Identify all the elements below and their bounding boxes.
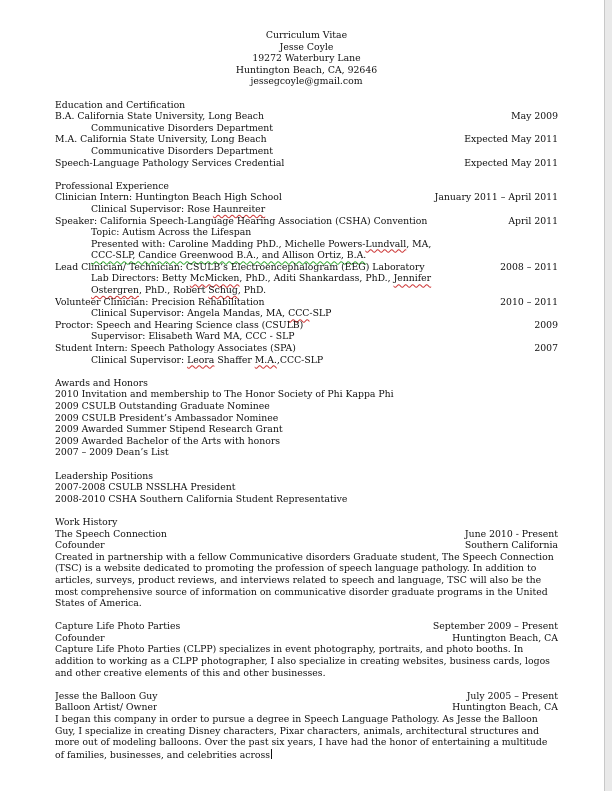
- work-role-row: [55, 633, 558, 645]
- cv-street: 19272 Waterbury Lane: [252, 53, 361, 65]
- experience-item: [55, 192, 558, 204]
- work-location: Southern California: [464, 540, 558, 552]
- work-description: I began this company in order to pursue a degree in Speech Language Pathology. As Jesse the Balloon Guy, I specialize in creating Disney characters, Pixar characters, animals, architectural structures and more out of modeling balloons. Over the past six years, I have had the honor of entertaining a multitude of families, businesses, and celebrities across: [55, 714, 548, 761]
- section-heading-awards: Awards and Honors: [55, 377, 148, 389]
- experience-supervisor: Clinical Supervisor: Angela Mandas, MA, CCC-SLP: [91, 308, 332, 320]
- experience-date: 2007: [534, 343, 558, 355]
- education-date: Expected May 2011: [464, 157, 558, 169]
- education-item: [55, 134, 558, 146]
- experience-item: [55, 320, 558, 332]
- work-item: [55, 529, 558, 541]
- section-heading-work: Work History: [55, 516, 118, 528]
- education-date: May 2009: [511, 111, 558, 123]
- experience-title: Speaker: California Speech-Language Hearing Association (CSHA) Convention: [55, 215, 428, 227]
- experience-title: Student Intern: Speech Pathology Associates (SPA): [55, 343, 296, 355]
- section-heading-experience: Professional Experience: [55, 180, 169, 192]
- work-location: Huntington Beach, CA: [452, 702, 558, 714]
- experience-date: 2009: [534, 319, 558, 331]
- experience-item: [55, 262, 558, 274]
- work-description: Created in partnership with a fellow Communicative disorders Graduate student, The Speech Connection (TSC) is a website dedicated to promoting the profession of speech language pathology. In addition to articles, surveys, product reviews, and interviews related to speech and language, TSC will also be the most comprehensive source of information on communicative disorder graduate programs in the United States of America.: [55, 551, 554, 610]
- work-role: Balloon Artist/ Owner: [55, 702, 158, 714]
- work-company: Capture Life Photo Parties: [55, 621, 181, 633]
- work-item: [55, 691, 558, 703]
- work-role: Cofounder: [55, 632, 105, 644]
- education-title: B.A. California State University, Long Beach: [55, 111, 264, 123]
- experience-presenters: Presented with: Caroline Madding PhD., Michelle Powers-Lundvall, MA,: [91, 238, 432, 250]
- education-sub: Communicative Disorders Department: [91, 145, 273, 157]
- experience-date: January 2011 – April 2011: [434, 192, 558, 204]
- education-title: M.A. California State University, Long Beach: [55, 134, 267, 146]
- experience-item: [55, 216, 558, 228]
- award-item: 2010 Invitation and membership to The Honor Society of Phi Kappa Phi: [55, 389, 394, 401]
- work-location: Huntington Beach, CA: [452, 632, 558, 644]
- education-title: Speech-Language Pathology Services Credential: [55, 157, 285, 169]
- experience-date: 2010 – 2011: [500, 296, 558, 308]
- education-item: [55, 158, 558, 170]
- work-date: September 2009 – Present: [432, 621, 558, 633]
- section-heading-leadership: Leadership Positions: [55, 470, 154, 482]
- work-role: Cofounder: [55, 540, 105, 552]
- experience-title: Proctor: Speech and Hearing Science class (CSULB): [55, 319, 304, 331]
- cv-city: Huntington Beach, CA, 92646: [235, 64, 378, 76]
- work-company: Jesse the Balloon Guy: [55, 690, 158, 702]
- experience-item: [55, 343, 558, 355]
- experience-topic: Topic: Autism Across the Lifespan: [91, 227, 252, 239]
- text-cursor: [271, 749, 272, 759]
- experience-supervisor: Clinical Supervisor: Rose Haunreiter: [91, 203, 266, 215]
- leadership-item: 2007-2008 CSULB NSSLHA President: [55, 482, 236, 494]
- experience-presenters-cont: CCC-SLP, Candice Greenwood B.A., and Allison Ortiz, B.A.: [91, 250, 367, 262]
- work-company: The Speech Connection: [55, 528, 167, 540]
- experience-date: April 2011: [508, 215, 558, 227]
- experience-title: Lead Clinician/ Technician: CSULB’s Electroencephalogram (EEG) Laboratory: [55, 261, 425, 273]
- award-item: 2009 CSULB President’s Ambassador Nominee: [55, 412, 279, 424]
- award-item: 2009 CSULB Outstanding Graduate Nominee: [55, 401, 270, 412]
- experience-supervisor: Supervisor: Elisabeth Ward MA, CCC - SLP: [91, 331, 295, 343]
- experience-title: Clinician Intern: Huntington Beach High School: [55, 192, 282, 204]
- education-sub: Communicative Disorders Department: [91, 122, 273, 134]
- section-heading-education: Education and Certification: [55, 99, 186, 111]
- document-body[interactable]: [55, 30, 558, 761]
- cv-name: Jesse Coyle: [279, 41, 334, 53]
- experience-directors: Lab Directors: Betty McMicken, PhD., Aditi Shankardass, PhD., Jennifer: [91, 273, 432, 285]
- experience-directors-cont: Ostergren, PhD., Robert Schug, PhD.: [91, 285, 267, 297]
- work-date: July 2005 – Present: [466, 690, 558, 702]
- work-date: June 2010 - Present: [464, 528, 558, 540]
- education-date: Expected May 2011: [464, 134, 558, 146]
- experience-date: 2008 – 2011: [500, 261, 558, 273]
- experience-title: Volunteer Clinician: Precision Rehabilitation: [55, 296, 265, 308]
- leadership-item: 2008-2010 CSHA Southern California Student Representative: [55, 493, 348, 505]
- experience-supervisor: Clinical Supervisor: Leora Shaffer M.A.,CCC-SLP: [91, 354, 324, 366]
- work-description: Capture Life Photo Parties (CLPP) specializes in event photography, portraits, and photo booths. In addition to working as a CLPP photographer, I also specialize in creating websites, business cards, logos and other creative elements of this and other businesses.: [55, 644, 550, 679]
- work-item: [55, 621, 558, 633]
- work-role-row: [55, 540, 558, 552]
- education-item: [55, 111, 558, 123]
- award-item: 2007 – 2009 Dean’s List: [55, 447, 169, 459]
- experience-item: [55, 297, 558, 309]
- award-item: 2009 Awarded Bachelor of the Arts with honors: [55, 435, 281, 447]
- work-role-row: [55, 702, 558, 714]
- cv-email: jessegcoyle@gmail.com: [250, 76, 363, 88]
- award-item: 2009 Awarded Summer Stipend Research Grant: [55, 424, 283, 436]
- cv-title: Curriculum Vitae: [265, 30, 348, 41]
